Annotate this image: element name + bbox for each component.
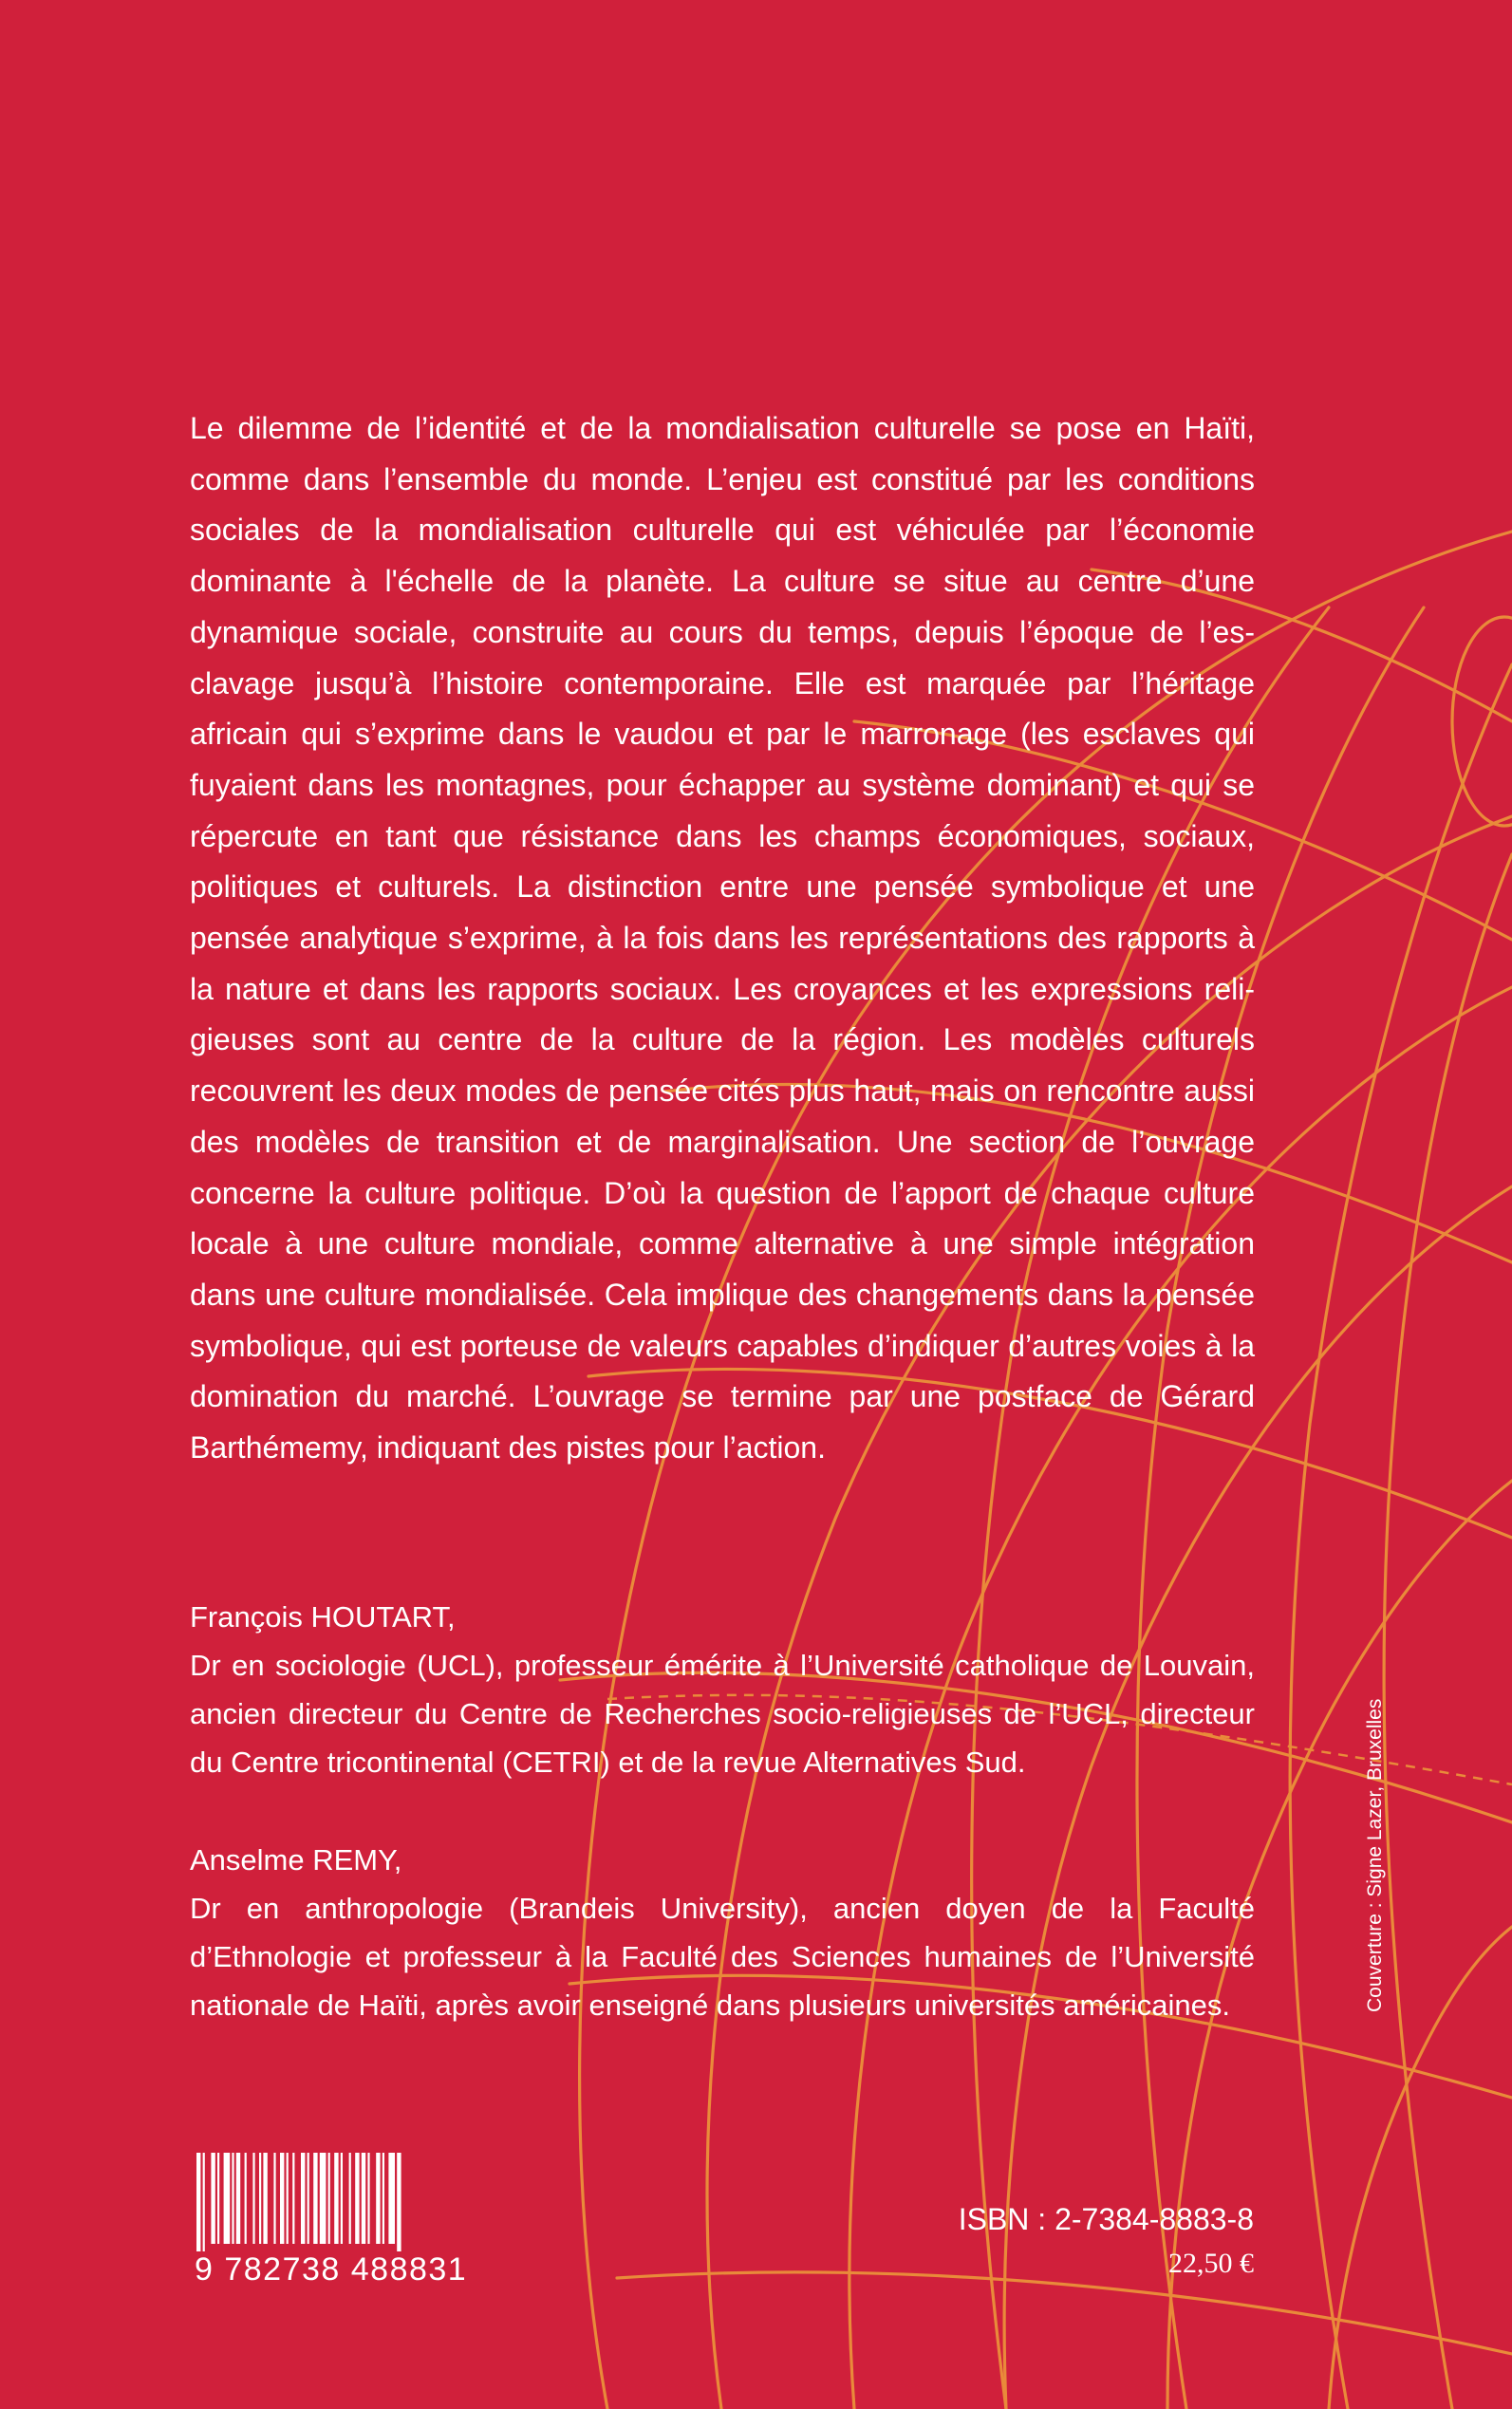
barcode-bar: [313, 2153, 317, 2244]
author-description: Dr en anthropologie (Brandeis University), ancien doyen de la Faculté d’Ethnologie et professeur à la Faculté des Sciences humaines de l’Université nationale de Haïti, après avoir enseigné dans plusieurs universités américaines.: [190, 1892, 1255, 2022]
barcode-bar: [196, 2153, 200, 2251]
barcode-bar: [334, 2153, 338, 2244]
barcode-bar: [217, 2153, 219, 2244]
barcode-bar: [224, 2153, 231, 2244]
barcode-bar: [388, 2153, 395, 2244]
author-bio: [190, 1593, 1255, 1786]
author-bio: [190, 1836, 1255, 2029]
barcode: [195, 2153, 470, 2293]
barcode-bar: [367, 2153, 369, 2244]
barcode-bar: [328, 2153, 330, 2244]
barcode-bar: [232, 2153, 233, 2244]
price: 22,50 €: [1168, 2248, 1254, 2279]
back-cover-blurb: Le dilemme de l’identité et de la mondialisation culturelle se pose en Haïti, comme dans l’ensemble du monde. L’enjeu est constitué par les conditions sociales de la mondialisation culturelle qui est véhiculée par l’économie dominante à l'échelle de la planète. La culture se situe au centre d’une dynamique sociale, construite au cours du temps, depuis l’époque de l’esclavage jusqu’à l’histoire contemporaine. Elle est marquée par l’héritage africain qui s’exprime dans le vaudou et par le marronage (les esclaves qui fuyaient dans les montagnes, pour échapper au système dominant) et qui se répercute en tant que résistance dans les champs économiques, sociaux, politiques et culturels. La distinction entre une pensée symbolique et une pensée analytique s’exprime, à la fois dans les représentations des rapports à la nature et dans les rapports sociaux. Les croyances et les expressions religieuses sont au centre de la culture de la région. Les modèles culturels recouvrent les deux modes de pensée cités plus haut, mais on rencontre aussi des modèles de transition et de marginalisation. Une section de l’ouvrage concerne la culture politique. D’où la question de l’apport de chaque culture locale à une culture mondiale, comme alternative à une simple intégration dans une culture mondialisée. Cela implique des changements dans la pensée symbolique, qui est porteuse de valeurs capables d’indiquer d’autres voies à la domination du marché. L’ouvrage se termine par une postface de Gérard Barthémemy, indiquant des pistes pour l’action.: [190, 411, 1255, 1466]
barcode-bar: [263, 2153, 267, 2244]
globe-latitude-line: [1329, 1927, 1512, 2409]
barcode-bar: [252, 2153, 254, 2244]
barcode-bar: [376, 2153, 380, 2244]
barcode-bar: [383, 2153, 384, 2244]
isbn: ISBN : 2-7384-8883-8: [958, 2202, 1254, 2236]
barcode-bar: [236, 2153, 240, 2244]
barcode-bar: [292, 2153, 294, 2244]
author-description: Dr en sociologie (UCL), professeur émérite à l’Université catholique de Louvain, ancien directeur du Centre de Recherches socio-religieuses de l’UCL, directeur du Centre tricontinental (CETRI) et de la revue Alternatives Sud.: [190, 1649, 1255, 1779]
globe-meridian-line: [1384, 854, 1512, 2409]
barcode-bar: [349, 2153, 351, 2244]
barcode-bar: [203, 2153, 205, 2251]
globe-meridian-line: [1290, 664, 1512, 2409]
barcode-bar: [355, 2153, 359, 2244]
barcode-bars: [195, 2153, 470, 2251]
globe-longitude-line: [617, 2272, 1512, 2354]
globe-pole-ring: [1452, 617, 1512, 826]
barcode-bar: [308, 2153, 309, 2244]
author-name: François HOUTART,: [190, 1600, 456, 1634]
barcode-bar: [259, 2153, 261, 2244]
barcode-bar: [301, 2153, 305, 2244]
barcode-bar: [397, 2153, 401, 2251]
barcode-bar: [362, 2153, 365, 2244]
barcode-bar: [287, 2153, 289, 2244]
barcode-bar: [245, 2153, 247, 2244]
barcode-bar: [341, 2153, 343, 2244]
author-name: Anselme REMY,: [190, 1843, 402, 1877]
barcode-bar: [320, 2153, 327, 2244]
barcode-bar: [211, 2153, 215, 2244]
barcode-bar: [280, 2153, 284, 2244]
barcode-bar: [273, 2153, 275, 2244]
cover-credit: Couverture : Signe Lazer, Bruxelles: [1364, 1698, 1386, 2012]
barcode-number: 9 782738 488831: [195, 2251, 468, 2288]
